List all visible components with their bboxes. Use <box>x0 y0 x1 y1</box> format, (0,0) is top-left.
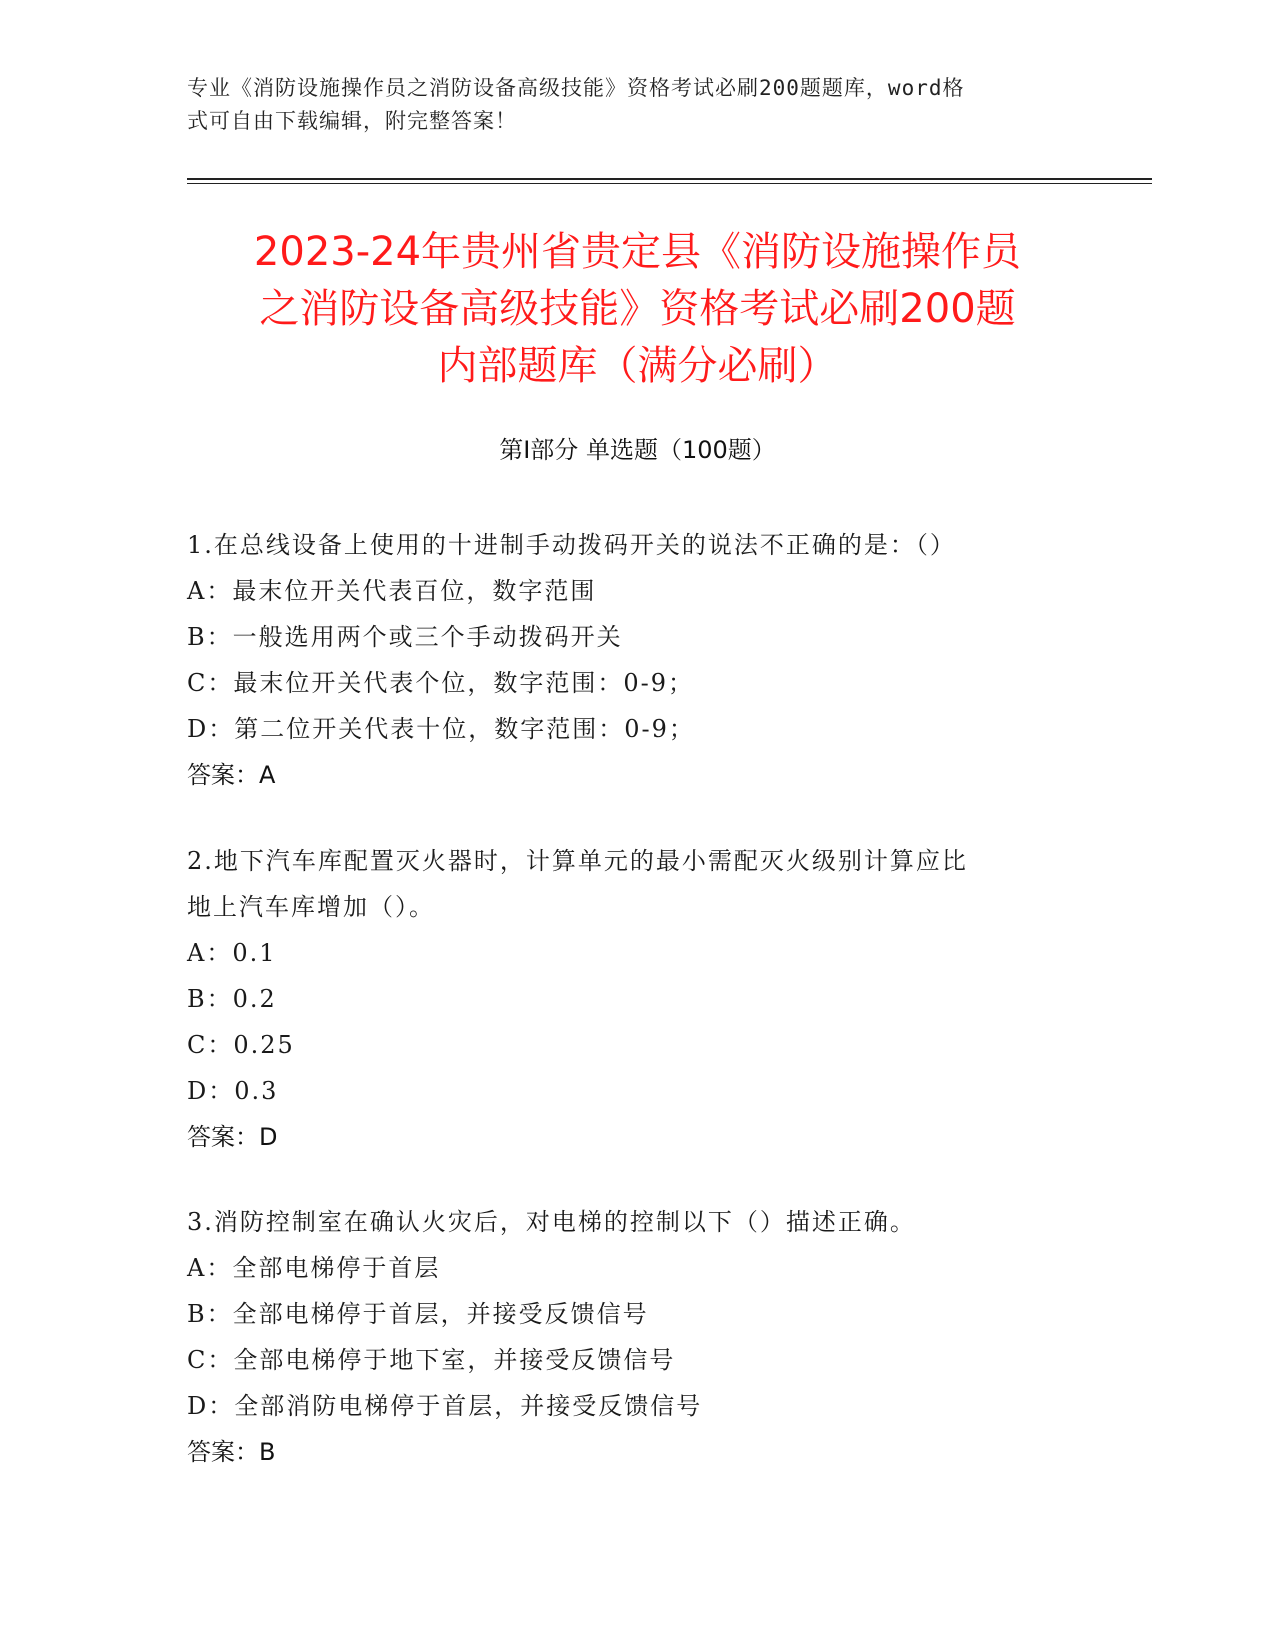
option-b: B：一般选用两个或三个手动拨码开关 <box>187 623 623 651</box>
option-d: D：0.3 <box>187 1077 279 1105</box>
document-title-line: 2023-24年贵州省贵定县《消防设施操作员 <box>253 229 1022 275</box>
header-note-line: 专业《消防设施操作员之消防设备高级技能》资格考试必刷200题题库，word格 <box>187 76 965 100</box>
answer: 答案：D <box>187 1123 278 1151</box>
header-divider <box>187 178 1152 180</box>
option-b: B：全部电梯停于首层，并接受反馈信号 <box>187 1300 649 1328</box>
question-stem: 1.在总线设备上使用的十进制手动拨码开关的说法不正确的是：（） <box>187 531 956 559</box>
option-c: C：全部电梯停于地下室，并接受反馈信号 <box>187 1346 676 1374</box>
question-stem: 2.地下汽车库配置灭火器时，计算单元的最小需配灭火级别计算应比 <box>187 847 968 875</box>
option-a: A：0.1 <box>187 939 277 967</box>
option-d: D：全部消防电梯停于首层，并接受反馈信号 <box>187 1392 703 1420</box>
option-d: D：第二位开关代表十位，数字范围：0-9； <box>187 715 695 743</box>
question-block <box>187 1199 1067 1475</box>
document-title <box>150 224 1125 395</box>
option-b: B：0.2 <box>187 985 277 1013</box>
question-stem: 3.消防控制室在确认火灾后，对电梯的控制以下（）描述正确。 <box>187 1208 916 1236</box>
question-block <box>187 522 1067 798</box>
section-title: 第Ⅰ部分 单选题（100题） <box>499 436 776 464</box>
option-a: A：最末位开关代表百位，数字范围 <box>187 577 597 605</box>
header-note-line: 式可自由下载编辑，附完整答案！ <box>187 109 517 133</box>
option-a: A：全部电梯停于首层 <box>187 1254 441 1282</box>
option-c: C：0.25 <box>187 1031 295 1059</box>
option-c: C：最末位开关代表个位，数字范围：0-9； <box>187 669 695 697</box>
header-note <box>187 72 1087 138</box>
document-title-line: 之消防设备高级技能》资格考试必刷200题 <box>259 286 1016 332</box>
answer: 答案：A <box>187 761 276 789</box>
document-title-line: 内部题库（满分必刷） <box>437 343 838 389</box>
question-block <box>187 838 1067 1160</box>
question-stem: 地上汽车库增加（）。 <box>187 893 435 921</box>
header-divider <box>187 183 1152 184</box>
answer: 答案：B <box>187 1438 276 1466</box>
